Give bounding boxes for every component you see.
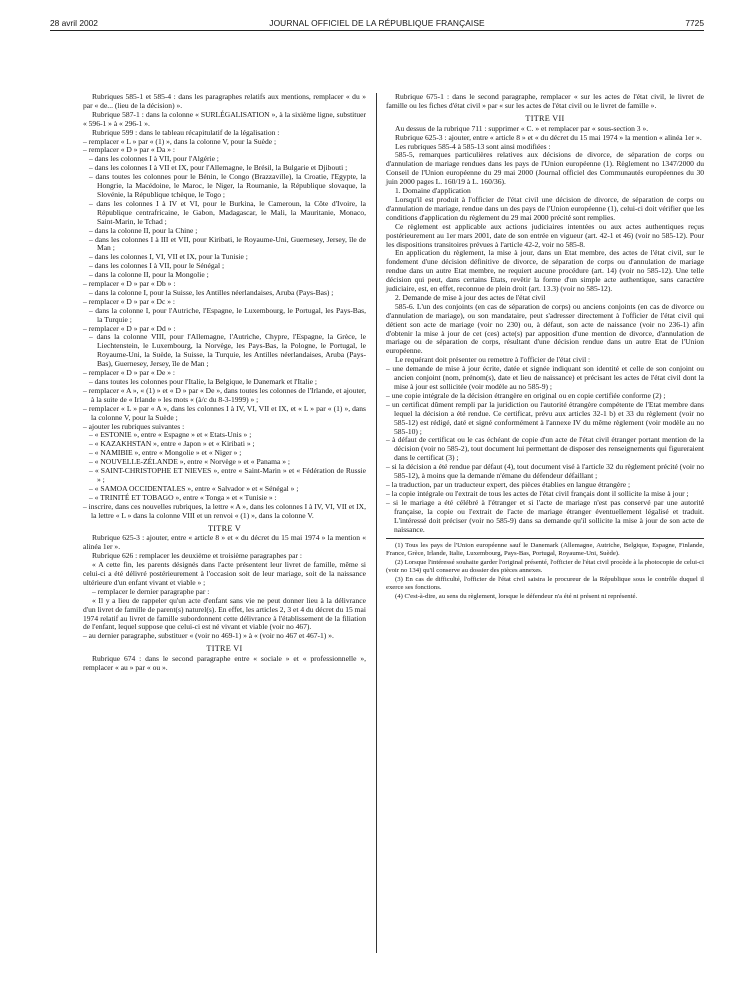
list-item: – remplacer « A », « (1) » et « D » par « De », dans toutes les colonnes de l'Irlande, et ajouter, à la suite de « Irlande » les mots « (à/c du 8-3-1999) » ; [83, 385, 366, 404]
paragraph: 1. Domaine d'application [395, 186, 471, 196]
list-item: – la copie intégrale ou l'extrait de tous les actes de l'état civil français dont il sollicite la mise à jour ; [386, 488, 689, 498]
paragraph: 585-5, remarques particulières relatives aux décisions de divorce, de séparation de corps ou d'annulation de mariage rendues dans les pays de l'Union européenne (1). Règlement no 1347/2000 du Conseil de l'Union européenne du 29 mai 2000 (Journal officiel des Communautés européennes du 30 juin 2000 pages L. 160/19 à L. 160/36). [386, 150, 704, 187]
right-column [386, 93, 704, 602]
list-item: – dans la colonne II, pour la Mongolie ; [89, 270, 209, 280]
list-item: – dans la colonne I, pour la Suisse, les Antilles néerlandaises, Aruba (Pays-Bas) ; [89, 287, 334, 297]
paragraph: Les rubriques 585-4 à 585-13 sont ainsi modifiées : [395, 141, 551, 151]
list-item: – remplacer « D » par « Da » : [83, 145, 175, 155]
paragraph: Rubriques 585-1 et 585-4 : dans les paragraphes relatifs aux mentions, remplacer « du » par « de... (lieu de la décision) ». [83, 92, 366, 110]
list-item: – remplacer « D » par « Db » : [83, 279, 176, 289]
list-item: – dans les colonnes I à VII et IX, pour l'Allemagne, le Brésil, la Bulgarie et Djibouti ; [89, 163, 348, 173]
header-rule [50, 30, 704, 31]
list-item: – si le mariage a été célébré à l'étranger et si l'acte de mariage n'est pas conservé par une autorité française, la copie ou l'extrait de l'acte de mariage étranger éventuellement légalisé et traduit. L'intéressé doit préciser (voir no 585-9) dans sa demande qu'il sollicite la mise à jour de son acte de naissance. [386, 497, 704, 534]
list-item: – la traduction, par un traducteur expert, des pièces établies en langue étrangère ; [386, 479, 631, 489]
list-item: – une demande de mise à jour écrite, datée et signée indiquant son identité et celle de son conjoint ou ancien conjoint (nom, prénom(s), date et lieu de naissance) et précisant les actes de l'état civil dont la mise à jour est sollicitée (voir modèle au no 585-9) ; [386, 364, 704, 391]
paragraph: 2. Demande de mise à jour des actes de l'état civil [395, 292, 546, 302]
paragraph: Rubrique 675-1 : dans le second paragraphe, remplacer « sur les actes de l'état civil, le livret de famille ou les fiches d'état civil » par « sur les actes de l'état civil ou le livret de famille ». [386, 92, 704, 110]
paragraph: En application du règlement, la mise à jour, dans un Etat membre, des actes de l'état civil, sur le fondement d'une décision définitive de divorce, de séparation de corps ou d'annulation de mariage rendue dans un autre Etat membre, ne requiert aucune procédure (art. 14) (voir no 585-12). Une telle décision qui peut, dans certains Etats, revêtir la forme d'un simple acte authentique, sans caractère judiciaire, est, en effet, reconnue de plein droit (art. 13.3) (voir no 585-12). [386, 248, 704, 294]
paragraph: Lorsqu'il est produit à l'officier de l'état civil une décision de divorce, de séparation de corps ou d'annulation de mariage, rendue dans un des pays de l'Union européenne (1), celui-ci doit vérifier que les conditions d'application du règlement du 29 mai 2000 précité sont remplies. [386, 194, 704, 222]
list-item: – dans la colonne I, pour l'Autriche, l'Espagne, le Luxembourg, le Portugal, les Pays-Bas, la Turquie ; [89, 305, 366, 324]
list-item: – dans la colonne VIII, pour l'Allemagne, l'Autriche, Chypre, l'Espagne, la Grèce, le Liechtenstein, le Luxembourg, la Norvège, les Pays-Bas, la Pologne, le Portugal, le Royaume-Uni, la Suède, la Suisse, la Turquie, les Antilles néerlandaises, Aruba (Pays-Bas), Guernesey, Jersey, île de Man ; [89, 332, 366, 369]
paragraph: Rubrique 626 : remplacer les deuxième et troisième paragraphes par : [92, 551, 302, 561]
list-item: – remplacer « L » par « A », dans les colonnes I à IV, VI, VII et IX, et « L » par « (1) », dans la colonne V, pour la Suède ; [83, 403, 366, 422]
list-item: – dans toutes les colonnes pour le Bénin, le Congo (Brazzaville), la Croatie, l'Egypte, la Hongrie, la Macédoine, le Maroc, le Niger, la Roumanie, la République slovaque, la Slovénie, la République tchèque, le Togo ; [89, 172, 366, 199]
footnote: (4) C'est-à-dire, au sens du règlement, lorsque le défendeur n'a été ni présent ni représenté. [395, 592, 638, 600]
paragraph: Rubrique 587-1 : dans la colonne « SURLÉGALISATION », à la sixième ligne, substituer « 596-1 » à « 296-1 ». [83, 109, 366, 128]
right-column-body [386, 93, 704, 534]
header-date: 28 avril 2002 [50, 18, 98, 28]
paragraph: 585-6. L'un des conjoints (en cas de séparation de corps) ou anciens conjoints (en cas de divorce ou d'annulation de mariage), ou son mandataire, peut s'adresser directement à l'officier de l'état civil qui détient son acte de mariage (voir no 230) ou, à défaut, son acte de naissance (voir no 236-1) afin d'obtenir la mise à jour de cet (ces) acte(s) par apposition d'une mention de divorce, d'annulation de mariage ou de séparation de corps, résultant d'une décision rendue dans un autre Etat de l'Union européenne. [386, 301, 704, 356]
list-item: – ajouter les rubriques suivantes : [83, 421, 185, 431]
list-item: – « KAZAKHSTAN », entre « Japon » et « Kiribati » ; [89, 439, 255, 449]
list-item: – remplacer « L » par « (1) », dans la colonne V, pour la Suède ; [83, 136, 277, 146]
list-item: – dans les colonnes I à VII, pour l'Algérie ; [89, 154, 219, 164]
paragraph: Rubrique 625-3 : ajouter, entre « article 8 » et « du décret du 15 mai 1974 » la mention « alinéa 1er ». [395, 132, 702, 142]
list-item: – « NOUVELLE-ZÉLANDE », entre « Norvège » et « Panama » ; [89, 457, 290, 467]
list-item: – un certificat dûment rempli par la juridiction ou l'autorité étrangère compétente de l'Etat membre dans lequel la décision a été rendue. Ce certificat, prévu aux articles 32-1 b) et 33 du règlement (voir no 585-12) est rédigé, daté et signé conformément à l'annexe IV du même règlement (voir modèle au no 585-10) ; [386, 399, 704, 436]
paragraph: « A cette fin, les parents désignés dans l'acte présentent leur livret de famille, même si celui-ci a été délivré postérieurement à l'occasion soit de leur mariage, soit de la naissance ultérieure d'un enfant vivant et viable » ; [83, 560, 366, 587]
list-item: – remplacer « D » par « Dc » : [83, 296, 175, 306]
journal-title: JOURNAL OFFICIEL DE LA RÉPUBLIQUE FRANÇAISE [269, 18, 485, 28]
paragraph: « Il y a lieu de rappeler qu'un acte d'enfant sans vie ne peut donner lieu à la délivrance d'un livret de famille de parent(s) naturel(s). En effet, les articles 2, 3 et 4 du décret du 15 mai 1974 relatif au livret de famille subordonnent cette délivrance à l'établissement de la filiation de l'enfant, lequel suppose que celui-ci est né vivant et viable (voir no 467). [83, 595, 366, 632]
left-column [83, 93, 366, 673]
list-item: – dans les colonnes I, VI, VII et IX, pour la Tunisie ; [89, 252, 248, 262]
list-item: – remplacer « D » par « De » : [83, 368, 175, 378]
paragraph: Le requérant doit présenter ou remettre à l'officier de l'état civil : [395, 355, 591, 365]
section-heading: TITRE V [207, 523, 242, 533]
paragraph: Rubrique 674 : dans le second paragraphe entre « sociale » et « professionnelle », remplacer « au » par « ou ». [83, 654, 366, 673]
list-item: – « NAMIBIE », entre « Mongolie » et « Niger » ; [89, 448, 242, 458]
paragraph: Au dessus de la rubrique 711 : supprimer « C. » et remplacer par « sous-section 3 ». [395, 123, 649, 133]
page-header [50, 14, 704, 28]
list-item: – à défaut de certificat ou le cas échéant de copie d'un acte de l'état civil étranger portant mention de la décision (voir no 585-2), tout document lui permettant de disposer des renseignements qui figureraient dans le certificat (3) ; [386, 435, 704, 463]
list-item: – dans les colonnes I à III et VII, pour Kiribati, le Royaume-Uni, Guernesey, Jersey, île de Man ; [89, 234, 366, 253]
column-divider [376, 93, 377, 953]
footnote: (3) En cas de difficulté, l'officier de l'état civil saisira le procureur de la République sous le contrôle duquel il exerce ses fonctions. [386, 576, 704, 591]
list-item: – « SAMOA OCCIDENTALES », entre « Salvador » et « Sénégal » ; [89, 483, 299, 493]
list-item: – au dernier paragraphe, substituer « (voir no 469-1) » à « (voir no 467 et 467-1) ». [83, 631, 334, 641]
list-item: – une copie intégrale de la décision étrangère en original ou en copie certifiée conforme (2) ; [386, 390, 666, 400]
footnote: (1) Tous les pays de l'Union européenne sauf le Danemark (Allemagne, Autriche, Belgique, Espagne, Finlande, France, Grèce, Irlande, Italie, Luxembourg, Pays-Bas, Portugal, Royaume-Uni, Suède). [386, 542, 704, 558]
paragraph: Ce règlement est applicable aux actions judiciaires intentées ou aux actes authentiques reçus postérieurement au 1er mars 2001, date de son entrée en vigueur (art. 42-1 et 46) (voir no 585-12). Pour les dispositions transitoires prévues à l'article 42-2, voir no 585-8. [386, 221, 704, 249]
section-heading: TITRE VI [206, 644, 243, 654]
list-item: – dans la colonne II, pour la Chine ; [89, 225, 198, 235]
list-item: – dans les colonnes I à VII, pour le Sénégal ; [89, 261, 225, 271]
list-item: – « ESTONIE », entre « Espagne » et « Etats-Unis » ; [89, 430, 252, 440]
footnotes [386, 538, 704, 600]
list-item: – remplacer « D » par « Dd » : [83, 323, 176, 333]
list-item: – « TRINITÉ ET TOBAGO », entre « Tonga » et « Tunisie » : [89, 492, 277, 502]
list-item: – dans toutes les colonnes pour l'Italie, la Belgique, le Danemark et l'Italie ; [89, 377, 318, 386]
paragraph: – remplacer le dernier paragraphe par : [92, 586, 210, 596]
list-item: – dans les colonnes I à IV et VI, pour le Burkina, le Cameroun, la Côte d'Ivoire, la République centrafricaine, le Gabon, Madagascar, le Mali, la Mauritanie, Monaco, Saint-Marin, le Tchad ; [89, 198, 366, 226]
list-item: – si la décision a été rendue par défaut (4), tout document visé à l'article 32 du règlement précité (voir no 585-12), à moins que la demande n'émane du défendeur défaillant ; [386, 462, 704, 481]
paragraph: Rubrique 599 : dans le tableau récapitulatif de la légalisation : [92, 127, 280, 137]
list-item: – « SAINT-CHRISTOPHE ET NIEVES », entre « Saint-Marin » et « Fédération de Russie » ; [89, 466, 366, 484]
section-heading: TITRE VII [525, 113, 565, 123]
footnote: (2) Lorsque l'intéressé souhaite garder l'original présenté, l'officier de l'état civil procède à la photocopie de celui-ci (voir no 134) qu'il conserve au dossier des pièces annexes. [386, 559, 704, 575]
page-number: 7725 [685, 18, 704, 28]
list-item: – inscrire, dans ces nouvelles rubriques, la lettre « A », dans les colonnes I à IV, VI, VII et IX, la lettre « L » dans la colonne VIII et un renvoi « (1) », dans la colonne V. [83, 501, 366, 520]
paragraph: Rubrique 625-3 : ajouter, entre « article 8 » et « du décret du 15 mai 1974 » la mention « alinéa 1er ». [83, 533, 366, 552]
